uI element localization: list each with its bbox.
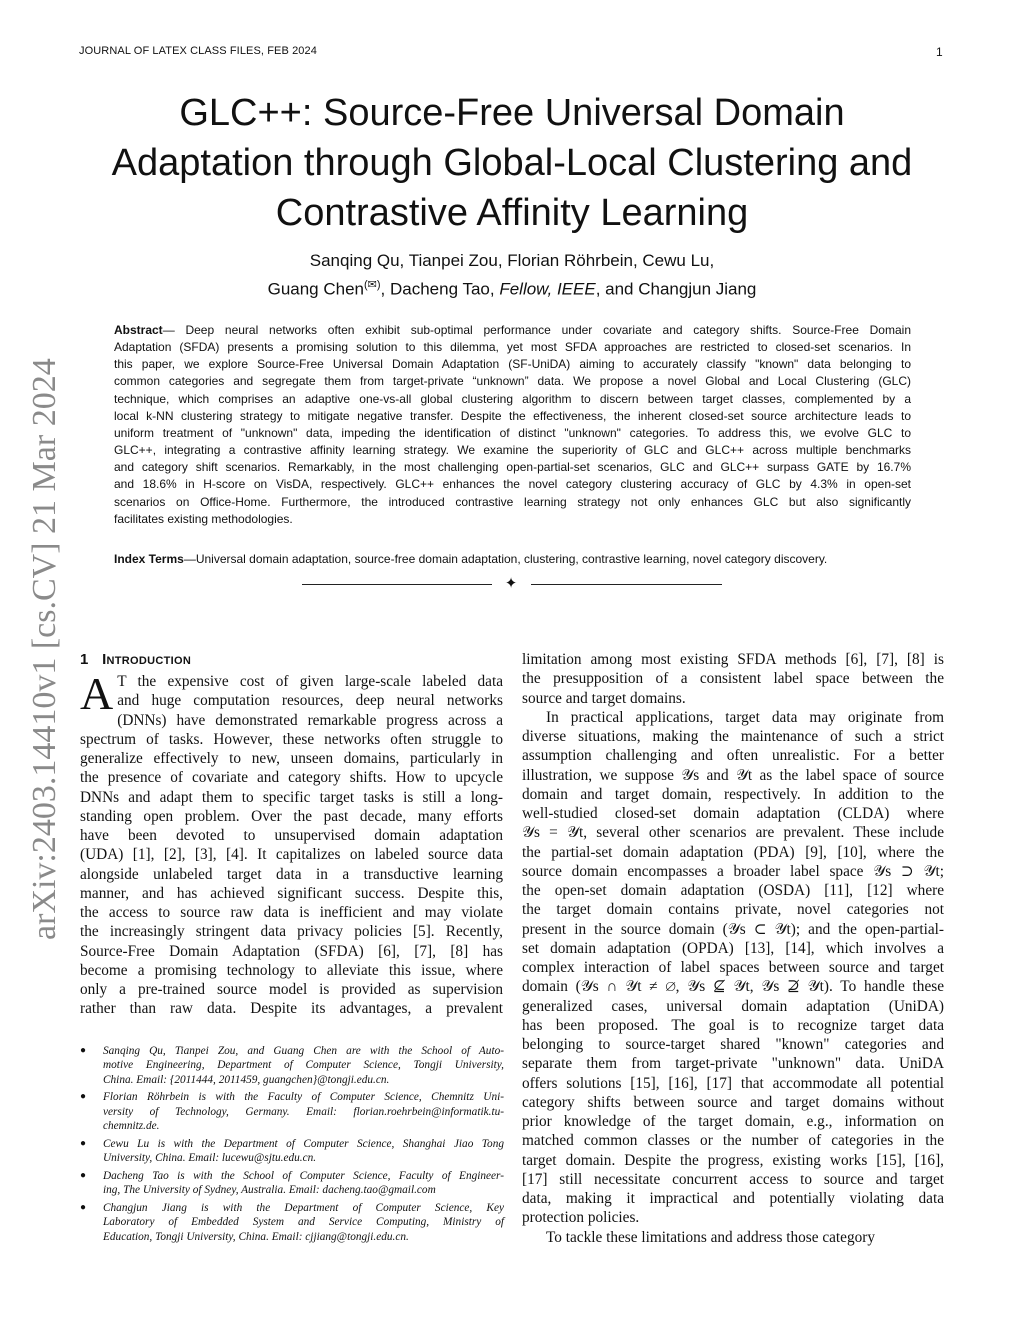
text-line: set domain adaptation (OPDA) [13], [14], which involves a	[522, 939, 944, 957]
section-heading	[80, 650, 503, 670]
paper-title	[60, 88, 964, 238]
author-list	[60, 248, 964, 302]
text-line: generalized cases, universal domain adaptation (UniDA)	[522, 997, 944, 1015]
text-line: complex interaction of label spaces between source and target	[522, 959, 944, 976]
text-line: spectrum of tasks. However, these networks often struggle to	[80, 730, 503, 748]
section-number: 1	[80, 651, 89, 668]
text-line: the target domain contains private, novel categories not	[522, 901, 944, 919]
footnote-line: ing, The University of Sydney, Australia. Email: dacheng.tao@gmail.com	[103, 1184, 436, 1197]
fellow-ieee-title: Fellow, IEEE	[499, 279, 596, 299]
affiliation-item	[80, 1137, 504, 1166]
footnote-line: Cewu Lu is with the Department of Computer Science, Shanghai Jiao Tong	[103, 1137, 504, 1150]
text-line: Source-Free Domain Adaptation (SFDA) [6], [7], [8] has	[80, 942, 503, 960]
text-line: (UDA) [1], [2], [3], [4]. It capitalizes on labeled source data	[80, 846, 503, 864]
text-line: well-studied closed-set domain adaptation (CLDA) where	[522, 805, 944, 822]
text-line: have been devoted to unsupervised domain adaptation	[80, 827, 503, 844]
text-line: offers solutions [15], [16], [17] that accommodate all potential	[522, 1074, 944, 1092]
abstract-line: Adaptation (SFDA) presents a promising solution to this dilemma, yet most SFDA approaches are restricted to closed-set scenarios. In	[114, 340, 911, 355]
index-terms-label: Index Terms	[114, 552, 184, 566]
author-guang-chen: Guang Chen	[267, 279, 364, 299]
text-line: category shifts between source and target domains without	[522, 1093, 944, 1111]
text-line: DNNs and adapt them to specific target tasks is still a long-	[80, 788, 503, 806]
author-line-2	[60, 273, 964, 302]
title-line: GLC++: Source-Free Universal Domain	[179, 92, 845, 134]
affiliation-item	[80, 1201, 504, 1244]
text-line: 𝒴s = 𝒴t, several other scenarios are prevalent. These include	[522, 824, 944, 842]
text-line: the presence of covariate and category shifts. How to upcycle	[80, 769, 503, 787]
text-line: manner, and has achieved significant success. Despite this,	[80, 884, 503, 902]
text-line: become a promising technology to alleviate this issue, where	[80, 961, 503, 979]
running-header: JOURNAL OF LATEX CLASS FILES, FEB 2024	[79, 45, 317, 57]
affiliation-footnotes	[80, 1044, 504, 1247]
affiliation-item	[80, 1044, 504, 1087]
text-line: (DNNs) have demonstrated remarkable progress across a	[117, 711, 503, 729]
text-line: alongside unlabeled target data in a transductive learning	[80, 865, 503, 883]
abstract-line: and category shift scenarios. Remarkably, in the most challenging open-partial-set scenarios, GLC and GLC++ surpass GATE by 16.7%	[114, 460, 911, 475]
abstract-line: uniform treatment of "unknown" data, impeding the identification of distinct "unknown" categories. To address this, we evolve GLC to	[114, 425, 911, 440]
text-line: To tackle these limitations and address those category	[546, 1228, 875, 1246]
text-line: matched common classes or the number of categories in the	[522, 1132, 944, 1150]
left-column	[80, 650, 503, 1019]
abstract-line: technique, which comprises an adaptive one-vs-all global clustering algorithm to discern between target classes, complemented by a	[114, 391, 911, 406]
separator-diamond-icon: ✦	[504, 575, 518, 592]
separator-rule-left	[302, 584, 492, 585]
index-terms-text: —Universal domain adaptation, source-free domain adaptation, clustering, contrastive learning, novel category discovery.	[183, 552, 828, 566]
text-line: limitation among most existing SFDA methods [6], [7], [8] is	[522, 651, 944, 668]
abstract-line: common categories and segregate them from target-private “unknown” data. We propose a novel Global and Local Clustering (GLC)	[114, 374, 911, 389]
abstract-text: — Deep neural networks often exhibit sub-optimal performance under covariate and category shifts. Source-Free Domain	[162, 323, 911, 337]
text-line: [17] still necessitate concurrent access to source and target	[522, 1170, 944, 1188]
text-line: generalize effectively to new, unseen domains, particularly in	[80, 750, 503, 767]
text-line: domain (𝒴s ∩ 𝒴t ≠ ∅, 𝒴s ⊈ 𝒴t, 𝒴s ⊉ 𝒴t). To handle these	[522, 978, 944, 996]
text-line: the access to source raw data is inefficient and may violate	[80, 904, 503, 921]
abstract-line: facilitates existing methodologies.	[114, 511, 293, 526]
text-line: rather than raw data. Despite its advantages, a prevalent	[80, 1000, 503, 1018]
title-line: Contrastive Affinity Learning	[275, 192, 749, 234]
author-text: , Dacheng Tao,	[380, 279, 500, 299]
text-line: belonging to source-target shared "known" categories and	[522, 1036, 944, 1053]
abstract-line: this paper, we explore Source-Free Universal Domain Adaptation (SF-UniDA) aiming to accurately classify "known" data belonging to	[114, 357, 911, 372]
text-line: the increasingly stringent data privacy policies [5]. Recently,	[80, 923, 503, 941]
page-number: 1	[936, 45, 943, 59]
text-line: data, making it impractical and potentially violating data	[522, 1190, 944, 1207]
author-text: , and Changjun Jiang	[595, 279, 757, 299]
abstract-line: scenarios on Office-Home. Furthermore, the introduced contrastive learning strategy not only enhances GLC but also significantly	[114, 494, 911, 509]
text-line: the presupposition of a consistent label space between the	[522, 670, 944, 688]
text-line: and huge computation resources, deep neural networks	[117, 692, 503, 710]
footnote-line: chemnitz.de.	[103, 1120, 160, 1133]
text-line: only a pre-trained source model is provided as supervision	[80, 981, 503, 998]
arxiv-identifier-stamp: arXiv:2403.14410v1 [cs.CV] 21 Mar 2024	[26, 358, 63, 940]
text-line: the partial-set domain adaptation (PDA) [9], [10], where the	[522, 843, 944, 861]
text-line: the open-set domain adaptation (OSDA) [11], [12] where	[522, 882, 944, 899]
affiliation-item	[80, 1090, 504, 1133]
title-line: Adaptation through Global-Local Clustering and	[111, 142, 913, 184]
abstract-line: local k-NN clustering strategy to mitigate negative transfer. Despite the effectiveness, the inherent closed-set source architecture leads to	[114, 408, 911, 423]
footnote-line: Changjun Jiang is with the Department of Computer Science, Key	[103, 1201, 504, 1214]
text-line: source and target domains.	[522, 689, 686, 707]
footnote-line: University, China. Email: lucewu@sjtu.edu.cn.	[103, 1152, 317, 1165]
footnote-line: Dacheng Tao is with the School of Computer Science, Faculty of Engineer-	[103, 1169, 504, 1182]
text-line: protection policies.	[522, 1209, 640, 1227]
footnote-line: China. Email: {2011444, 2011459, guangchen}@tongji.edu.cn.	[103, 1073, 390, 1086]
index-terms	[114, 551, 914, 568]
text-line: T the expensive cost of given large-scale labeled data	[117, 673, 503, 690]
author-line-1: Sanqing Qu, Tianpei Zou, Florian Röhrbein, Cewu Lu,	[309, 251, 715, 270]
text-line: assumption challenging and often unrealistic. For a better	[522, 747, 944, 765]
abstract-line: GLC++, integrating a contrastive affinity learning strategy. We examine the superiority of GLC and GLC++ across multiple benchmarks	[114, 443, 911, 458]
bullet-icon: ●	[80, 1201, 87, 1213]
footnote-line: versity of Technology, Germany. Email: florian.roehrbein@informatik.tu-	[103, 1105, 504, 1118]
footnote-line: Florian Röhrbein is with the Faculty of Computer Science, Chemnitz Uni-	[103, 1091, 504, 1104]
text-line: target domain. Despite the progress, existing works [15], [16],	[522, 1151, 944, 1169]
text-line: standing open problem. Over the past decade, many efforts	[80, 807, 503, 825]
text-line: prior knowledge of the target domain, e.g., information on	[522, 1113, 944, 1130]
footnote-line: motive Engineering, Department of Computer Science, Tongji University,	[103, 1059, 504, 1072]
bullet-icon: ●	[80, 1045, 87, 1056]
footnote-line: Education, Tongji University, China. Email: cjjiang@tongji.edu.cn.	[103, 1230, 409, 1243]
text-line: illustration, we suppose 𝒴s and 𝒴t as the label space of source	[522, 766, 944, 784]
text-line: In practical applications, target data may originate from	[546, 708, 944, 726]
section-title: Introduction	[102, 651, 192, 668]
separator-rule-right	[531, 584, 722, 585]
abstract-line	[114, 322, 911, 339]
affiliation-item	[80, 1169, 504, 1198]
dropcap-letter: A	[80, 668, 114, 719]
bullet-icon: ●	[80, 1137, 87, 1149]
text-line: diverse situations, making the maintenance of such a strict	[522, 728, 944, 745]
text-line: domain and target domain, respectively. In addition to the	[522, 785, 944, 803]
bullet-icon: ●	[80, 1091, 87, 1103]
text-line: has been proposed. The goal is to recognize target data	[522, 1016, 944, 1034]
text-line: source domain encompasses a broader label space 𝒴s ⊃ 𝒴t;	[522, 862, 944, 880]
envelope-icon: (✉)	[364, 279, 381, 291]
footnote-line: Sanqing Qu, Tianpei Zou, and Guang Chen are with the School of Auto-	[103, 1045, 504, 1057]
abstract-line: and 18.6% in H-score on VisDA, respectively. GLC++ enhances the novel category clustering accuracy of GLC by 4.3% in open-set	[114, 477, 911, 492]
abstract-label: Abstract	[114, 323, 163, 337]
text-line: present in the source domain (𝒴s ⊂ 𝒴t); and the open-partial-	[522, 920, 944, 938]
footnote-line: Laboratory of Embedded System and Service Computing, Ministry of	[103, 1216, 504, 1229]
bullet-icon: ●	[80, 1169, 87, 1181]
abstract	[114, 322, 911, 528]
right-column	[522, 650, 944, 1247]
text-line: separate them from target-private "unknown" data. UniDA	[522, 1055, 944, 1073]
